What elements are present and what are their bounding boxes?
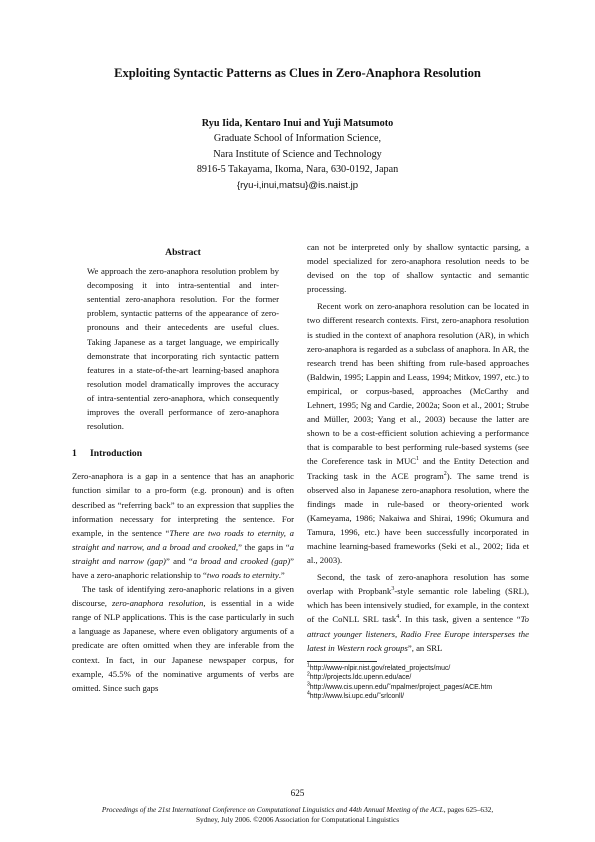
footnote-number: 3	[307, 681, 310, 688]
paper-title: Exploiting Syntactic Patterns as Clues in Zero-Anaphora Resolution	[114, 66, 481, 80]
footnote-url: http://www-nlpir.nist.gov/related_projects/muc/	[309, 664, 451, 672]
text-run: Zero-anaphora is a gap in a sentence that has an anaphoric function similar to a pro-form (e.g. pronoun) and is often described as “referring back” to an expression that supplies the information necessary for interpreting the sentence. For example, in the sentence “	[72, 471, 294, 538]
text-run: zero-anaphora resolution	[112, 598, 204, 609]
section-title: Introduction	[90, 448, 143, 460]
footnote-number: 2	[307, 671, 310, 678]
section-number: 1	[72, 448, 77, 460]
text-run: a straight and narrow (gap)	[72, 541, 294, 566]
text-run: Recent work on zero-anaphora resolution can be located in two different research contexts. First, zero-anaphora resolution is studied in the context of anaphora resolution (AR), in which zero-anaphora is regarded as a subclass of anaphora. In AR, the research trend has been shifting from rule-based approaches (Baldwin, 1995; Lappin and Leass, 1994; Mitkov, 1997, etc.) to empirical, or corpus-based, approaches (McCarthy and Lehnert, 1995; Ng and Cardie, 2002a; Soon et al., 2001; Strube and Müller, 2003; Yang et al., 2003) because the latter are shown to be a cost-efficient solution achieving a performance that is comparable to best performing rule-based systems (see the Coreference task in MUC	[307, 301, 529, 467]
text-run: ” the gaps in “	[238, 541, 290, 552]
footnotes	[307, 664, 529, 702]
footnote-divider	[307, 661, 377, 662]
footnote-url: http://www.lsi.upc.edu/˜srlconll/	[309, 692, 404, 700]
text-run: To attract younger listeners, Radio Free Europe intersperses the latest in Western rock groups	[307, 614, 529, 653]
footnote	[307, 683, 529, 692]
author-block	[0, 116, 595, 193]
abstract-text: We approach the zero-anaphora resolution problem by decomposing it into intra-sentential and inter-sentential zero-anaphora resolution. For the former problem, syntactic patterns of the appearance of zero-pronouns and their antecedents are useful clues. Taking Japanese as a target language, we empirically demonstrate that incorporating rich syntactic pattern features in a state-of-the-art learning-based anaphora resolution model dramatically improves the accuracy of intra-sentential zero-anaphora, which consequently improves the overall performance of zero-anaphora resolution.	[87, 266, 279, 432]
text-run: There are two roads to eternity, a straight and narrow, and a broad and crooked,	[72, 527, 294, 552]
footnote	[307, 692, 529, 701]
footnote-url: http://projects.ldc.upenn.edu/ace/	[309, 674, 412, 682]
right-column	[307, 240, 529, 701]
affiliation-line-2: Nara Institute of Science and Technology	[213, 148, 382, 160]
proceedings-footer	[0, 805, 595, 825]
text-run: -style semantic role labeling (SRL), which has been intensively studied, for example, in the context of the CoNLL SRL task	[307, 586, 529, 625]
footnote	[307, 673, 529, 682]
email-line: {ryu-i,inui,matsu}@is.naist.jp	[236, 179, 359, 191]
proceedings-line-2: Sydney, July 2006. ©2006 Association for Computational Linguistics	[195, 815, 400, 824]
abstract-heading: Abstract	[165, 247, 201, 258]
text-run: The task of identifying zero-anaphoric relations in a given discourse,	[72, 584, 294, 609]
paragraph-2	[72, 582, 294, 695]
footnote	[307, 664, 529, 673]
footnote-number: 4	[307, 690, 310, 697]
text-run: and the Entity Detection and Tracking task in the ACE program	[307, 456, 529, 481]
text-run: ” and “	[165, 555, 193, 566]
paragraph-5	[307, 570, 529, 655]
section-heading	[72, 447, 294, 461]
footnote-mark: 1	[416, 456, 420, 463]
proceedings-pages: , pages 625–632,	[443, 805, 494, 814]
paragraph-3: can not be interpreted only by shallow syntactic parsing, a model specialized for zero-anaphora resolution needs to be devised on the top of shallow syntactic and semantic processing.	[307, 242, 529, 295]
footnote-mark: 3	[391, 586, 395, 593]
affiliation-line-1: Graduate School of Information Science,	[213, 133, 382, 145]
proceedings-venue: Proceedings of the 21st International Conference on Computational Linguistics and 44th Annual Meeting of the ACL	[101, 805, 444, 814]
paragraph-4	[307, 299, 529, 567]
text-run: Second, the task of zero-anaphora resolution has some overlap with Propbank	[307, 572, 529, 597]
text-run: ” have a zero-anaphoric relationship to “	[72, 555, 294, 580]
text-run: ). The same trend is observed also in Japanese zero-anaphora resolution, where the findings made in rule-based or theory-oriented work (Kameyama, 1986; Nakaiwa and Shirai, 1996; Okumura and Tamura, 1996, etc.) have been successfully incorporated in machine learning-based frameworks (Seki et al., 2002; Iida et al., 2003).	[307, 470, 529, 566]
text-run: a broad and crooked (gap)	[192, 555, 291, 566]
text-run: ”, an SRL	[407, 642, 443, 653]
footnote-number: 1	[307, 662, 310, 669]
footnote-mark: 4	[396, 614, 400, 621]
text-run: two roads to eternity	[206, 569, 279, 580]
paragraph-1	[72, 469, 294, 582]
left-column	[72, 246, 294, 695]
address-line: 8916-5 Takayama, Ikoma, Nara, 630-0192, Japan	[196, 164, 399, 176]
text-run: . In this task, given a sentence “	[399, 614, 521, 625]
page-number: 625	[290, 788, 305, 798]
author-names: Ryu Iida, Kentaro Inui and Yuji Matsumoto	[201, 118, 394, 129]
footnote-url: http://www.cis.upenn.edu/˜mpalmer/project_pages/ACE.htm	[309, 683, 493, 691]
text-run: .”	[278, 569, 285, 580]
footnote-mark: 2	[443, 470, 447, 477]
proceedings-line-1	[0, 805, 595, 815]
text-run: , is essential in a wide range of NLP applications. This is the case particularly in such a language as Japanese, where even obligatory arguments of a predicate are often omitted when they are inferable from the context. In fact, in our Japanese newspaper corpus, for example, 45.5% of the nominative arguments of verbs are omitted. Since such gaps	[72, 598, 295, 693]
